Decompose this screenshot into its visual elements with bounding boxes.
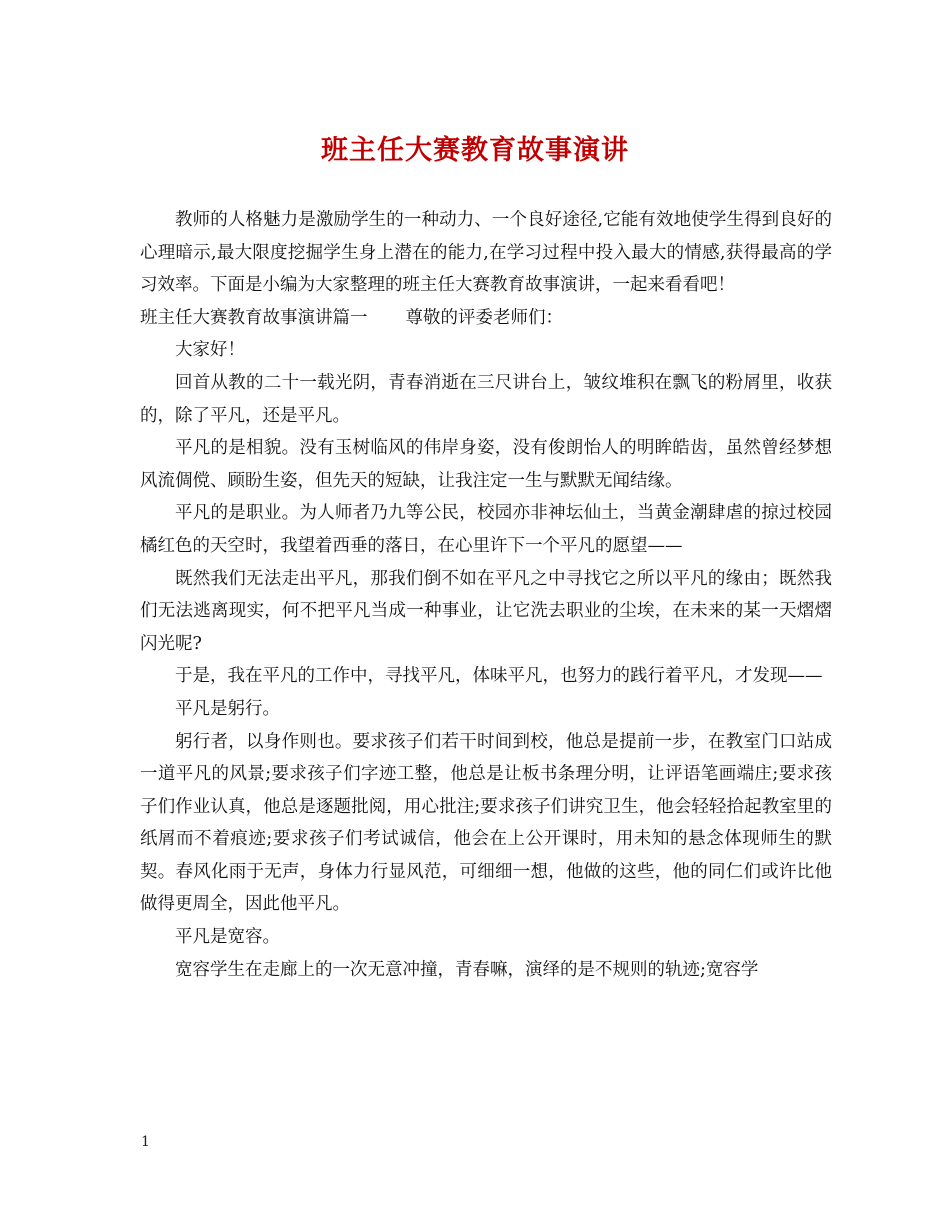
paragraph-profession: 平凡的是职业。为人师者乃九等公民，校园亦非神坛仙土，当黄金潮肆虐的掠过校园橘红色的天空时，我望着西垂的落日，在心里许下一个平凡的愿望—— — [140, 503, 832, 556]
section-heading: 班主任大赛教育故事演讲篇一 — [140, 307, 368, 328]
paragraph-discovery: 于是，我在平凡的工作中，寻找平凡，体味平凡，也努力的践行着平凡，才发现—— — [175, 666, 823, 687]
paragraph-greeting: 大家好！ — [175, 340, 245, 361]
paragraph-retrospect: 回首从教的二十一载光阴，青春消逝在三尺讲台上，皱纹堆积在飘飞的粉屑里，收获的，除了平凡，还是平凡。 — [140, 372, 832, 426]
paragraph-resolve: 既然我们无法走出平凡，那我们倒不如在平凡之中寻找它之所以平凡的缘由；既然我们无法逃离现实，何不把平凡当成一种事业，让它洗去职业的尘埃，在未来的某一天熠熠闪光呢? — [140, 568, 832, 654]
paragraph-practice: 躬行者，以身作则也。要求孩子们若干时间到校，他总是提前一步，在教室门口站成一道平凡的风景;要求孩子们字迹工整，他总是让板书条理分明，让评语笔画端庄;要求孩子们作业认真，他总是逐题批阅，用心批注;要求孩子们讲究卫生，他会轻轻拾起教室里的纸屑而不着痕迹;要求孩子们考试诚信，他会在上公开课时，用未知的悬念体现师生的默契。春风化雨于无声，身体力行显风范，可细细一想，他做的这些，他的同仁们或许比他做得更周全，因此他平凡。 — [140, 731, 832, 915]
subheading-practice: 平凡是躬行。 — [175, 698, 280, 719]
section-heading-line — [140, 302, 832, 335]
paragraph-tolerance: 宽容学生在走廊上的一次无意冲撞，青春嘛，演绎的是不规则的轨迹;宽容学 — [175, 959, 759, 980]
salutation: 尊敬的评委老师们： — [405, 307, 563, 328]
document-body — [140, 204, 832, 986]
page-number: 1 — [141, 1134, 150, 1150]
page-title: 班主任大赛教育故事演讲 — [321, 135, 629, 166]
intro-paragraph: 教师的人格魅力是激励学生的一种动力、一个良好途径,它能有效地使学生得到良好的心理暗示,最大限度挖掘学生身上潜在的能力,在学习过程中投入最大的情感,获得最高的学习效率。下面是小编为大家整理的班主任大赛教育故事演讲，一起来看看吧！ — [140, 210, 832, 296]
subheading-tolerance: 平凡是宽容。 — [175, 927, 280, 948]
paragraph-appearance: 平凡的是相貌。没有玉树临风的伟岸身姿，没有俊朗怡人的明眸皓齿，虽然曾经梦想风流倜傥、顾盼生姿，但先天的短缺，让我注定一生与默默无闻结缘。 — [140, 438, 832, 491]
